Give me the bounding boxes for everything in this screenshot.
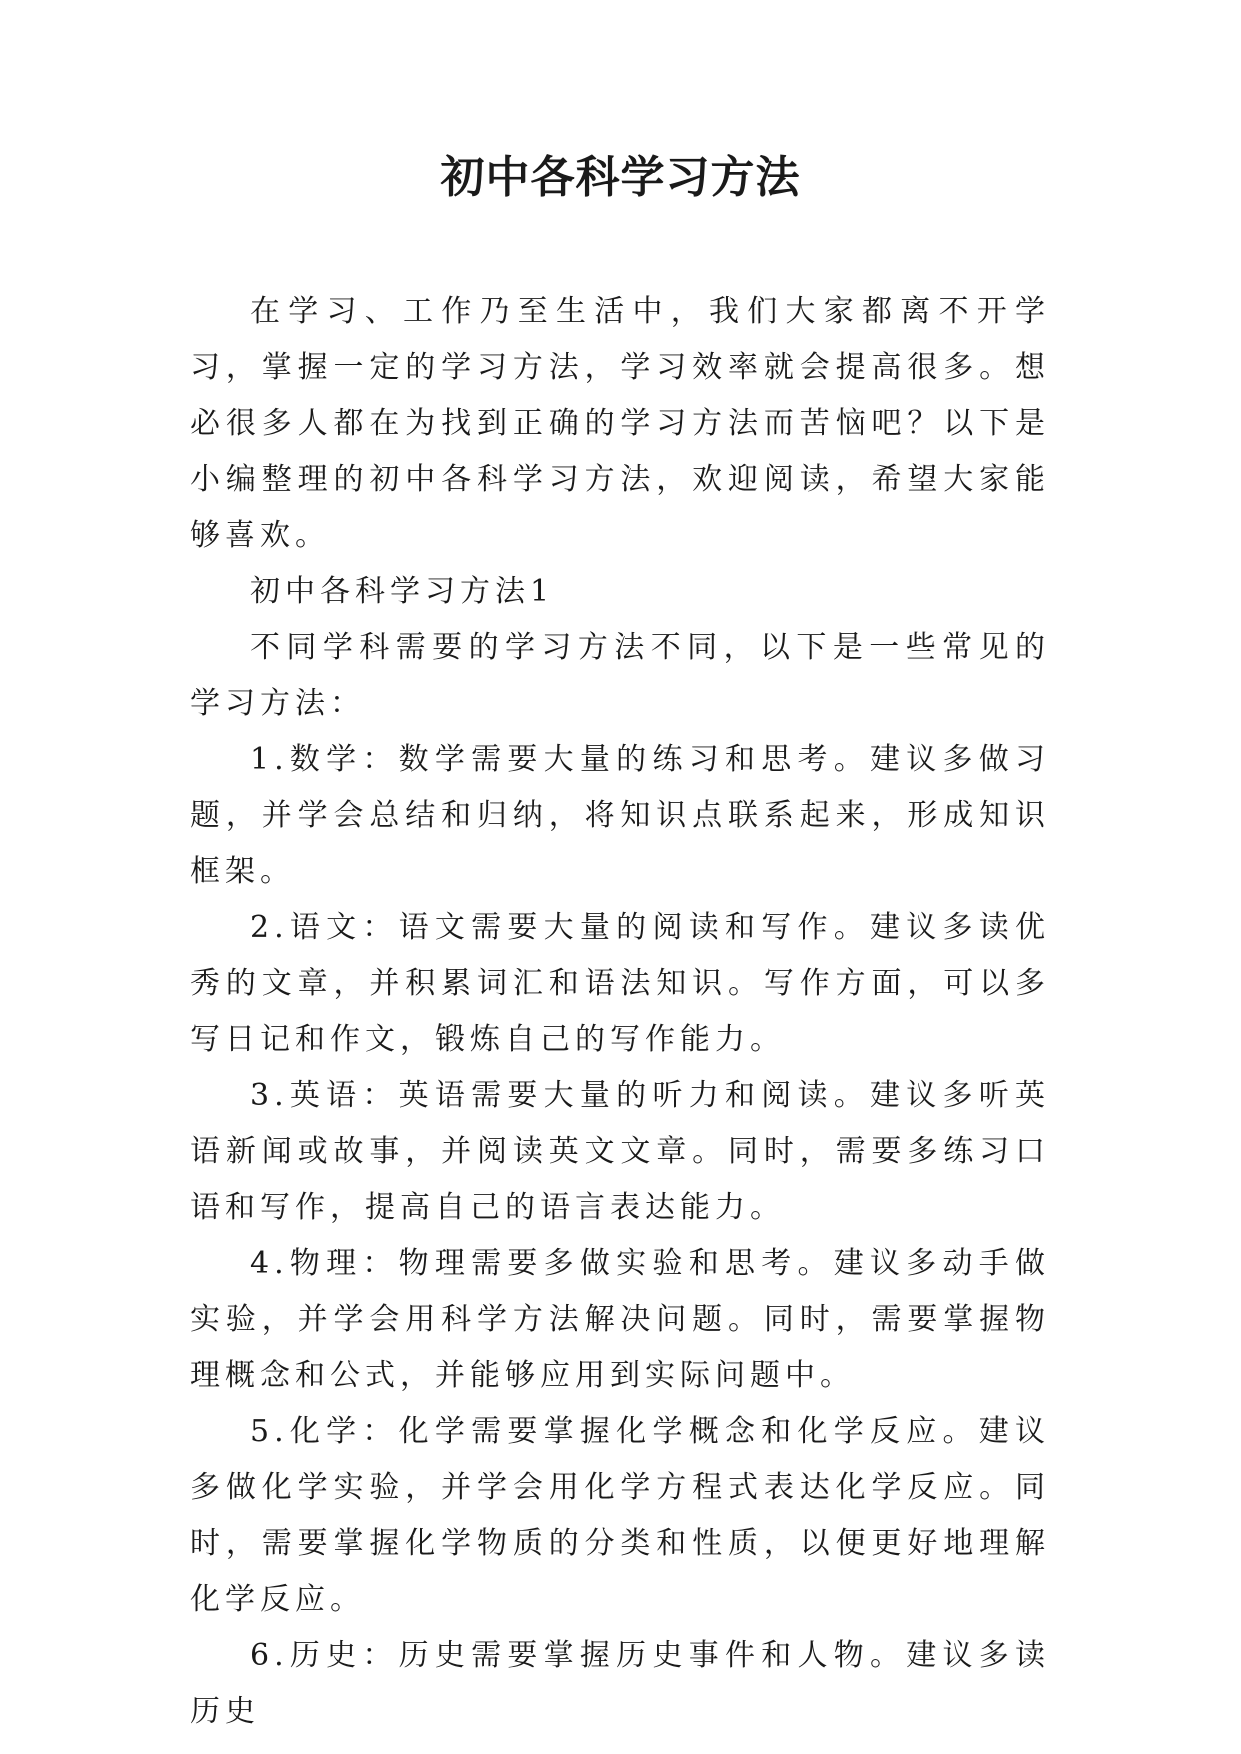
list-item-history: 6.历史：历史需要掌握历史事件和人物。建议多读历史: [190, 1638, 1050, 1729]
document-title: 初中各科学习方法: [440, 152, 801, 203]
intro-paragraph: 在学习、工作乃至生活中，我们大家都离不开学习，掌握一定的学习方法，学习效率就会提高很多。想必很多人都在为找到正确的学习方法而苦恼吧？以下是小编整理的初中各科学习方法，欢迎阅读，希望大家能够喜欢。: [190, 294, 1050, 553]
document-body: [190, 284, 1050, 1740]
list-item-chinese: 2.语文：语文需要大量的阅读和写作。建议多读优秀的文章，并积累词汇和语法知识。写作方面，可以多写日记和作文，锻炼自己的写作能力。: [190, 910, 1050, 1057]
section-heading: 初中各科学习方法1: [250, 574, 555, 609]
list-item-english: 3.英语：英语需要大量的听力和阅读。建议多听英语新闻或故事，并阅读英文文章。同时，需要多练习口语和写作，提高自己的语言表达能力。: [190, 1078, 1050, 1225]
list-item-physics: 4.物理：物理需要多做实验和思考。建议多动手做实验，并学会用科学方法解决问题。同时，需要掌握物理概念和公式，并能够应用到实际问题中。: [190, 1246, 1050, 1393]
list-item-math: 1.数学：数学需要大量的练习和思考。建议多做习题，并学会总结和归纳，将知识点联系起来，形成知识框架。: [190, 742, 1050, 889]
list-item-chemistry: 5.化学：化学需要掌握化学概念和化学反应。建议多做化学实验，并学会用化学方程式表达化学反应。同时，需要掌握化学物质的分类和性质，以便更好地理解化学反应。: [190, 1414, 1050, 1617]
body-paragraph: 不同学科需要的学习方法不同，以下是一些常见的学习方法：: [190, 630, 1050, 721]
